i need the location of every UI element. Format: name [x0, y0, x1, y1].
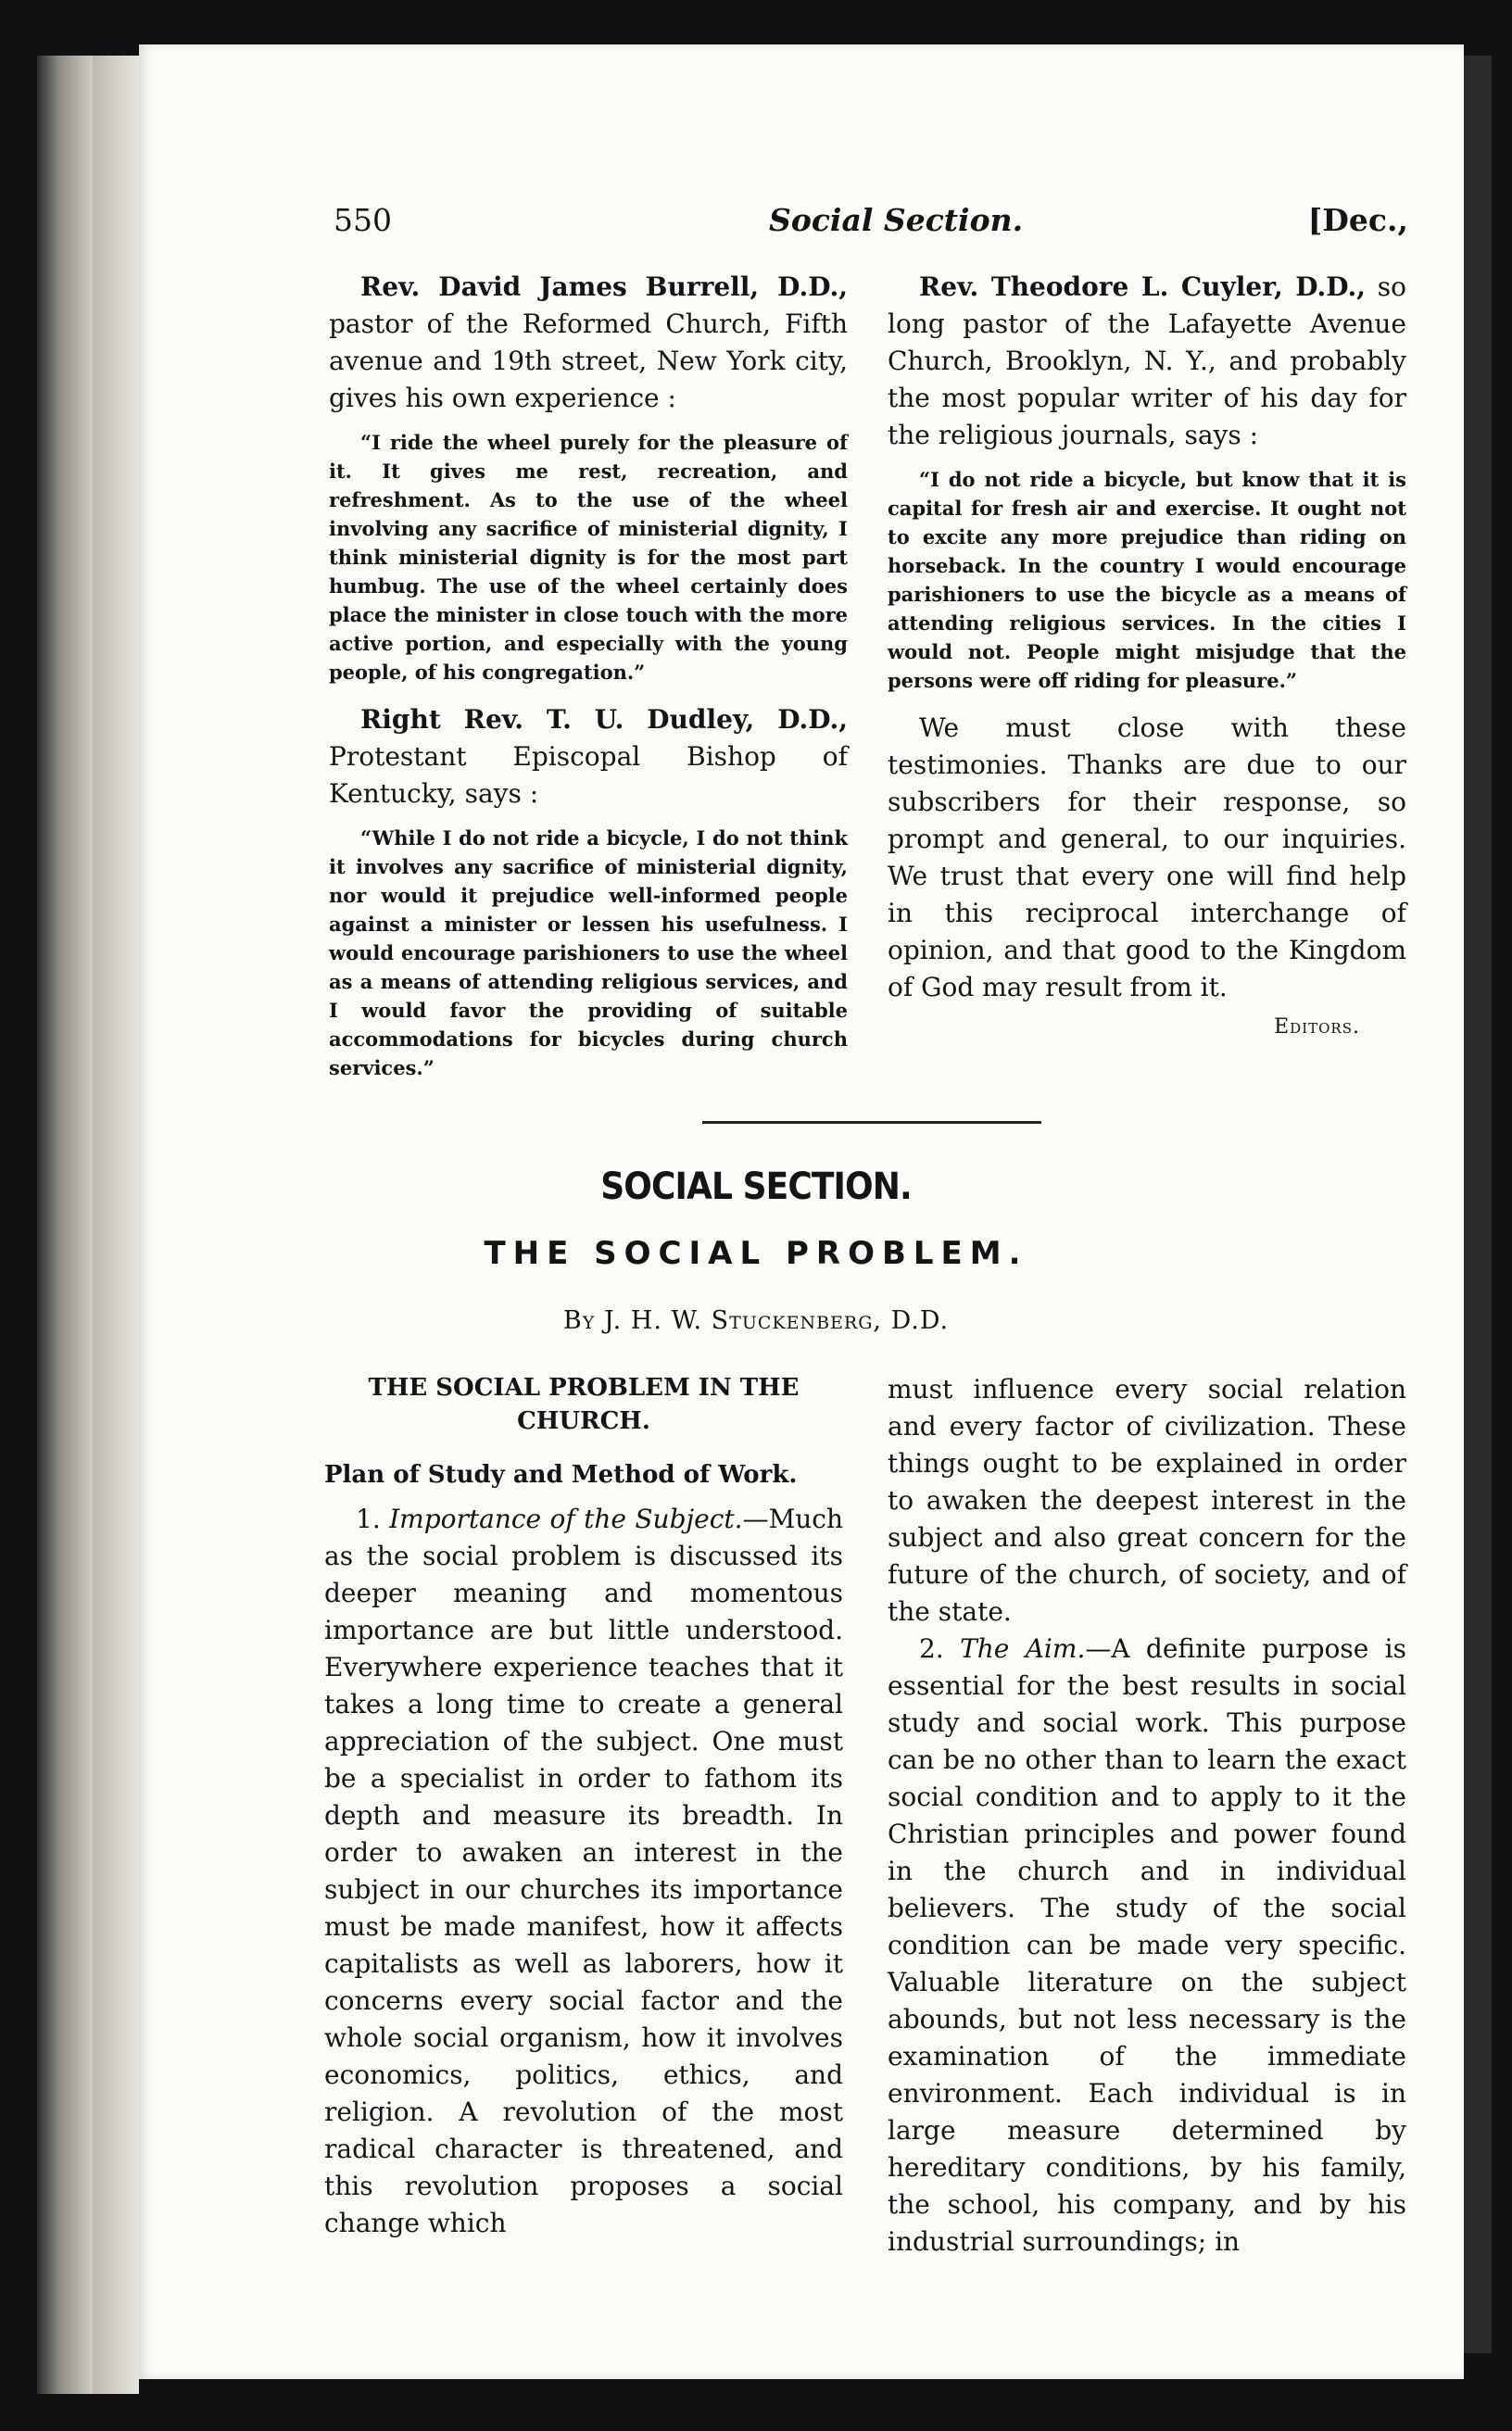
- section-subtitle: THE SOCIAL PROBLEM.: [484, 1235, 1028, 1272]
- cuyler-quote: “I do not ride a bicycle, but know that it is capital for fresh air and exercise. It ought not to excite any more prejudice than riding on horseback. In the country I would encourage parishioners to use the bicycle as a means of attending religious services. In the cities I would not. People might misjudge that the persons were off riding for pleasure.”: [888, 468, 1406, 692]
- cuyler-name: Rev. Theodore L. Cuyler, D.D.,: [919, 271, 1367, 302]
- dudley-name: Right Rev. T. U. Dudley, D.D.,: [360, 704, 848, 735]
- article-heading: THE SOCIAL PROBLEM IN THE CHURCH.: [368, 1374, 800, 1435]
- running-title: Social Section.: [769, 202, 1024, 238]
- editors-closing: We must close with these testimonies. Thanks are due to our subscribers for their response, so prompt and general, to our inquiries. We trust that every one will find help in this reciprocal interchange of opinion, and that good to the Kingdom of God may result from it.: [888, 712, 1406, 1002]
- page-number: 550: [334, 202, 392, 238]
- left-column-top: [329, 269, 848, 1097]
- burrell-quote: “I ride the wheel purely for the pleasure of it. It gives me rest, recreation, and refreshment. As to the use of the wheel involving any sacrifice of ministerial dignity, I think ministerial dignity is for the most part humbug. The use of the wheel certainly does place the minister in close touch with the more active portion, and especially with the young people, of his congregation.”: [329, 431, 848, 684]
- para2-body: —A definite purpose is essential for the best results in social study and social work. This purpose can be no other than to learn the exact social condition and to apply to it the Christian principles and power found in the church and in individual believers. The study of the social condition can be made very specific. Valuable literature on the subject abounds, but not less necessary is the examination of the immediate environment. Each individual is in large measure determined by hereditary conditions, by his family, the school, his company, and by his industrial surroundings; in: [888, 1633, 1406, 2257]
- article-subheading: Plan of Study and Method of Work.: [324, 1461, 798, 1489]
- running-header: [334, 202, 1408, 248]
- page-stack-edge-inner: [93, 56, 139, 2394]
- editors-signoff: Editors.: [1274, 1015, 1360, 1039]
- right-column-bottom: [888, 1371, 1406, 2261]
- paragraph-continued: must influence every social relation and every factor of civilization. These things ought to be explained in order to awaken the deepest interest in the subject and also great concern for the future of the church, of society, and of the state.: [888, 1374, 1406, 1627]
- byline: [0, 1306, 1512, 1335]
- byline-by: By: [562, 1306, 596, 1335]
- cuyler-intro-text: so long pastor of the Lafayette Avenue Church, Brooklyn, N. Y., and probably the most popular writer of his day for the religious journals, says :: [888, 271, 1406, 450]
- para-number: 1.: [356, 1504, 381, 1534]
- byline-author: J. H. W. Stuckenberg, D.D.: [603, 1306, 950, 1335]
- section-divider: [702, 1121, 1041, 1124]
- para-body: —Much as the social problem is discussed its deeper meaning and momentous importance are but little understood. Everywhere experience teaches that it takes a long time to create a general appreciation of the subject. One must be a specialist in order to fathom its depth and measure its breadth. In order to awaken an interest in the subject in our churches its importance must be made manifest, how it affects capitalists as well as laborers, how it concerns every social factor and the whole social organism, how it involves economics, politics, ethics, and religion. A revolution of the most radical character is threatened, and this revolution proposes a social change which: [324, 1504, 843, 2238]
- scan-border: [1464, 56, 1492, 2353]
- cuyler-intro: [888, 269, 1406, 454]
- para-italic-heading: Importance of the Subject.: [389, 1504, 743, 1534]
- burrell-name: Rev. David James Burrell, D.D.,: [360, 271, 848, 302]
- dudley-quote: “While I do not ride a bicycle, I do not think it involves any sacrifice of ministerial dignity, nor would it prejudice well-informed people against a minister or lessen his usefulness. I would encourage parishioners to use the wheel as a means of attending religious services, and I would favor the providing of suitable accommodations for bicycles during church services.”: [329, 826, 848, 1079]
- paragraph-importance: [324, 1501, 843, 2242]
- section-title: SOCIAL SECTION.: [600, 1165, 912, 1208]
- para2-italic-heading: The Aim.: [960, 1633, 1086, 1664]
- left-column-bottom: [324, 1371, 843, 2242]
- dudley-intro-text: Protestant Episcopal Bishop of Kentucky, says :: [329, 741, 848, 809]
- burrell-intro: [329, 269, 848, 417]
- burrell-intro-text: pastor of the Reformed Church, Fifth avenue and 19th street, New York city, gives his own experience :: [329, 309, 848, 413]
- right-column-top: [888, 269, 1406, 1039]
- para2-number: 2.: [919, 1633, 944, 1664]
- page-stack-edge: [37, 56, 93, 2394]
- running-date: [Dec.,: [1307, 202, 1408, 238]
- paragraph-aim: [888, 1631, 1406, 2261]
- dudley-intro: [329, 701, 848, 812]
